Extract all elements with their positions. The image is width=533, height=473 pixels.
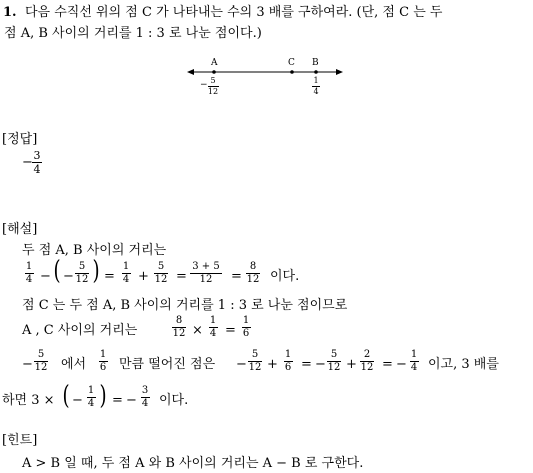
explanation-line3: 점 C 는 두 점 A, B 사이의 거리를 1 : 3 로 나눈 점이므로 — [22, 298, 348, 313]
value-b-fraction: 1 4 — [313, 76, 319, 96]
explanation-line1: 두 점 A, B 사이의 거리는 — [22, 243, 167, 258]
point-b-dot — [314, 70, 318, 74]
explanation-heading: [해설] — [2, 222, 38, 237]
problem-number: 1. — [3, 5, 17, 20]
label-c: C — [288, 58, 295, 68]
label-a: A — [211, 58, 218, 68]
label-b: B — [312, 58, 319, 68]
problem-text-line1: 다음 수직선 위의 점 C 가 나타내는 수의 3 배를 구하여라. (단, 점 C 는 두 — [25, 5, 443, 20]
value-a-fraction: 5 12 — [207, 76, 219, 96]
point-a-dot — [212, 70, 216, 74]
point-c-dot — [290, 70, 294, 74]
value-a-sign: − — [200, 80, 208, 90]
answer-heading: [정답] — [2, 132, 38, 147]
answer-fraction: 3 4 — [33, 149, 41, 176]
hint-text: A > B 일 때, 두 점 A 와 B 사이의 거리는 A − B 로 구한다. — [22, 456, 364, 471]
answer-sign: − — [22, 155, 33, 170]
problem-text-line2: 점 A, B 사이의 거리를 1 : 3 로 나눈 점이다.) — [4, 26, 262, 41]
hint-heading: [힌트] — [2, 433, 38, 448]
